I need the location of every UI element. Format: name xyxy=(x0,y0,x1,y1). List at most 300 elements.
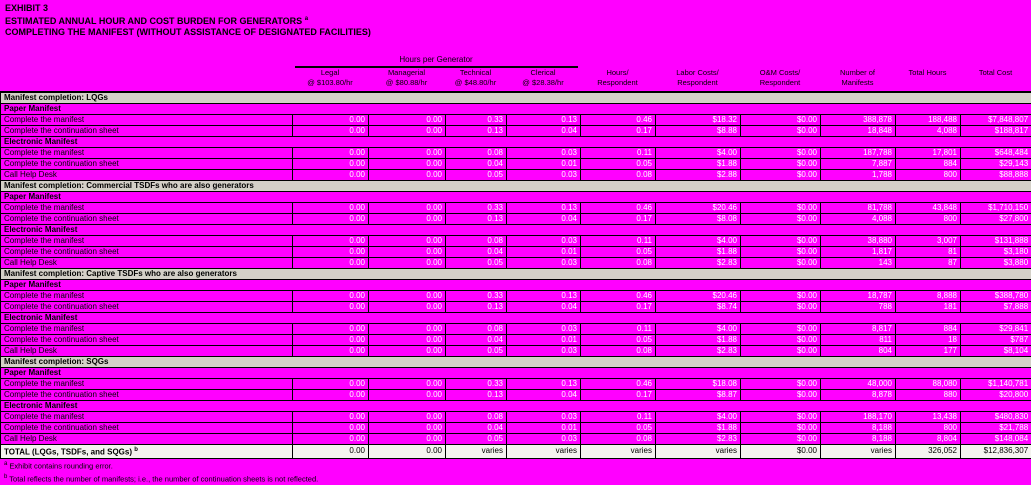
subsection-header: Paper Manifest xyxy=(1,104,1031,115)
cell-total-hours: 181 xyxy=(896,302,961,313)
cell-legal: 0.00 xyxy=(293,291,369,302)
cell-total-cost: $12,836,307 xyxy=(961,445,1031,459)
cell-hours-per-respondent: 0.17 xyxy=(581,302,656,313)
cell-legal: 0.00 xyxy=(293,159,369,170)
row-label: Complete the continuation sheet xyxy=(1,159,293,170)
subsection-header-row xyxy=(1,313,1031,324)
cell-hours-per-respondent: 0.08 xyxy=(581,258,656,269)
row-label: Complete the manifest xyxy=(1,203,293,214)
row-label: Call Help Desk xyxy=(1,434,293,445)
cell-legal: 0.00 xyxy=(293,434,369,445)
cell-clerical: 0.01 xyxy=(507,423,581,434)
title-footnote-marker: a xyxy=(304,16,309,22)
table-row xyxy=(1,324,1031,335)
row-label: Complete the manifest xyxy=(1,412,293,423)
subsection-header: Paper Manifest xyxy=(1,280,1031,291)
cell-legal: 0.00 xyxy=(293,170,369,181)
cell-legal: 0.00 xyxy=(293,412,369,423)
footnote-marker: a xyxy=(4,461,8,467)
cell-legal: 0.00 xyxy=(293,214,369,225)
section-header: Manifest completion: SQGs xyxy=(1,357,1031,368)
cell-legal: 0.00 xyxy=(293,423,369,434)
cell-labor-costs-per-respondent: $2.83 xyxy=(656,434,741,445)
section-header-row xyxy=(1,357,1031,368)
cell-managerial: 0.00 xyxy=(369,335,446,346)
cell-clerical: 0.03 xyxy=(507,236,581,247)
cell-hours-per-respondent: 0.08 xyxy=(581,434,656,445)
subsection-header: Paper Manifest xyxy=(1,368,1031,379)
cell-number-of-manifests: varies xyxy=(821,445,896,459)
cell-technical: 0.13 xyxy=(446,390,507,401)
title-line-2 xyxy=(5,14,371,27)
cell-labor-costs-per-respondent: $18.32 xyxy=(656,115,741,126)
cell-total-cost: $480,830 xyxy=(961,412,1031,423)
cell-labor-costs-per-respondent: $18.08 xyxy=(656,379,741,390)
subsection-header-row xyxy=(1,225,1031,236)
footnote-a xyxy=(4,459,318,472)
cell-hours-per-respondent: 0.05 xyxy=(581,159,656,170)
row-label: Complete the manifest xyxy=(1,291,293,302)
section-header: Manifest completion: Commercial TSDFs who are also generators xyxy=(1,181,1031,192)
column-header-technical: Technical @ $48.80/hr xyxy=(454,68,497,87)
cell-labor-costs-per-respondent: $4.00 xyxy=(656,324,741,335)
row-label: Complete the manifest xyxy=(1,379,293,390)
section-header-row xyxy=(1,269,1031,280)
cell-hours-per-respondent: 0.11 xyxy=(581,148,656,159)
cell-om-costs-per-respondent: $0.00 xyxy=(741,203,821,214)
cell-legal: 0.00 xyxy=(293,115,369,126)
cell-number-of-manifests: 18,848 xyxy=(821,126,896,137)
cell-hours-per-respondent: varies xyxy=(581,445,656,459)
cell-total-cost: $8,104 xyxy=(961,346,1031,357)
cell-total-cost: $787 xyxy=(961,335,1031,346)
subsection-header: Electronic Manifest xyxy=(1,137,1031,148)
cell-om-costs-per-respondent: $0.00 xyxy=(741,335,821,346)
cell-number-of-manifests: 188,170 xyxy=(821,412,896,423)
cell-labor-costs-per-respondent: $20.46 xyxy=(656,203,741,214)
table-row xyxy=(1,346,1031,357)
cell-number-of-manifests: 1,817 xyxy=(821,247,896,258)
table-row xyxy=(1,115,1031,126)
row-label: Complete the manifest xyxy=(1,324,293,335)
section-header-row xyxy=(1,181,1031,192)
cell-om-costs-per-respondent: $0.00 xyxy=(741,258,821,269)
cell-hours-per-respondent: 0.46 xyxy=(581,115,656,126)
column-header-number-of-manifests: Number of Manifests xyxy=(839,68,875,87)
cell-technical: 0.04 xyxy=(446,159,507,170)
table-row xyxy=(1,258,1031,269)
cell-number-of-manifests: 48,000 xyxy=(821,379,896,390)
cell-technical: 0.08 xyxy=(446,412,507,423)
column-header-total-hours: Total Hours xyxy=(908,68,947,77)
cell-labor-costs-per-respondent: $1.88 xyxy=(656,335,741,346)
cell-managerial: 0.00 xyxy=(369,214,446,225)
cell-clerical: 0.01 xyxy=(507,247,581,258)
cell-technical: 0.05 xyxy=(446,434,507,445)
cell-labor-costs-per-respondent: $2.88 xyxy=(656,170,741,181)
cell-legal: 0.00 xyxy=(293,148,369,159)
cell-total-cost: $88,888 xyxy=(961,170,1031,181)
cell-labor-costs-per-respondent: $1.88 xyxy=(656,423,741,434)
cell-labor-costs-per-respondent: $8.88 xyxy=(656,126,741,137)
cell-hours-per-respondent: 0.17 xyxy=(581,126,656,137)
column-header-legal: Legal @ $103.80/hr xyxy=(307,68,353,87)
cell-labor-costs-per-respondent: $4.00 xyxy=(656,148,741,159)
total-row xyxy=(1,445,1031,459)
cell-number-of-manifests: 8,817 xyxy=(821,324,896,335)
footnote-text: Exhibit contains rounding error. xyxy=(7,461,113,471)
cell-clerical: 0.13 xyxy=(507,379,581,390)
cell-total-cost: $148,084 xyxy=(961,434,1031,445)
cell-legal: 0.00 xyxy=(293,390,369,401)
cell-managerial: 0.00 xyxy=(369,247,446,258)
cell-labor-costs-per-respondent: $1.88 xyxy=(656,247,741,258)
table-row xyxy=(1,148,1031,159)
cell-technical: 0.33 xyxy=(446,291,507,302)
cell-total-hours: 884 xyxy=(896,159,961,170)
section-header-row xyxy=(1,92,1031,104)
column-header-total-cost: Total Cost xyxy=(978,68,1013,77)
cell-labor-costs-per-respondent: $2.83 xyxy=(656,258,741,269)
hours-per-generator-header: Hours per Generator xyxy=(399,55,473,64)
cell-hours-per-respondent: 0.17 xyxy=(581,390,656,401)
cell-labor-costs-per-respondent: $8.08 xyxy=(656,214,741,225)
cell-om-costs-per-respondent: $0.00 xyxy=(741,247,821,258)
cell-total-cost: $21,788 xyxy=(961,423,1031,434)
footnote-marker: b xyxy=(4,473,8,480)
cell-managerial: 0.00 xyxy=(369,346,446,357)
cell-legal: 0.00 xyxy=(293,302,369,313)
cell-legal: 0.00 xyxy=(293,335,369,346)
cell-technical: 0.05 xyxy=(446,170,507,181)
cell-clerical: 0.13 xyxy=(507,203,581,214)
cell-legal: 0.00 xyxy=(293,236,369,247)
cell-hours-per-respondent: 0.11 xyxy=(581,412,656,423)
cell-total-hours: 880 xyxy=(896,390,961,401)
cell-legal: 0.00 xyxy=(293,379,369,390)
cell-total-cost: $29,841 xyxy=(961,324,1031,335)
cell-total-cost: $7,848,807 xyxy=(961,115,1031,126)
cell-clerical: 0.04 xyxy=(507,302,581,313)
column-header-labor-costs-per-respondent: Labor Costs/ Respondent xyxy=(676,68,719,87)
exhibit-number: EXHIBIT 3 xyxy=(5,3,49,13)
cell-number-of-manifests: 388,878 xyxy=(821,115,896,126)
cell-total-hours: 4,088 xyxy=(896,126,961,137)
cell-clerical: 0.04 xyxy=(507,126,581,137)
cell-technical: 0.08 xyxy=(446,324,507,335)
cell-technical: 0.13 xyxy=(446,214,507,225)
column-header-hours-per-respondent: Hours/ Respondent xyxy=(597,68,638,87)
cell-legal: 0.00 xyxy=(293,203,369,214)
cell-om-costs-per-respondent: $0.00 xyxy=(741,379,821,390)
cell-clerical: 0.03 xyxy=(507,324,581,335)
cell-number-of-manifests: 1,788 xyxy=(821,170,896,181)
cell-total-hours: 18 xyxy=(896,335,961,346)
cell-number-of-manifests: 8,188 xyxy=(821,423,896,434)
title-block xyxy=(5,3,371,38)
column-header-clerical: Clerical @ $28.38/hr xyxy=(522,68,564,87)
cell-legal: 0.00 xyxy=(293,346,369,357)
cell-managerial: 0.00 xyxy=(369,159,446,170)
cell-total-cost: $7,888 xyxy=(961,302,1031,313)
cell-managerial: 0.00 xyxy=(369,390,446,401)
subsection-header-row xyxy=(1,280,1031,291)
cell-managerial: 0.00 xyxy=(369,148,446,159)
table-row xyxy=(1,170,1031,181)
cell-total-hours: 800 xyxy=(896,423,961,434)
cell-legal: 0.00 xyxy=(293,126,369,137)
column-header-om-costs-per-respondent: O&M Costs/ Respondent xyxy=(759,68,801,87)
cell-number-of-manifests: 143 xyxy=(821,258,896,269)
cell-clerical: 0.03 xyxy=(507,434,581,445)
cell-total-hours: 88,080 xyxy=(896,379,961,390)
cell-technical: 0.33 xyxy=(446,203,507,214)
row-label: Complete the continuation sheet xyxy=(1,126,293,137)
cell-technical: 0.04 xyxy=(446,335,507,346)
cell-hours-per-respondent: 0.08 xyxy=(581,346,656,357)
row-label: Call Help Desk xyxy=(1,170,293,181)
table-row xyxy=(1,291,1031,302)
cell-om-costs-per-respondent: $0.00 xyxy=(741,291,821,302)
cell-managerial: 0.00 xyxy=(369,115,446,126)
section-header: Manifest completion: LQGs xyxy=(1,92,1031,104)
cell-om-costs-per-respondent: $0.00 xyxy=(741,412,821,423)
cell-om-costs-per-respondent: $0.00 xyxy=(741,390,821,401)
cell-total-cost: $188,817 xyxy=(961,126,1031,137)
cell-om-costs-per-respondent: $0.00 xyxy=(741,115,821,126)
subsection-header: Electronic Manifest xyxy=(1,225,1031,236)
cell-managerial: 0.00 xyxy=(369,412,446,423)
cell-total-cost: $27,800 xyxy=(961,214,1031,225)
title-line-3: COMPLETING THE MANIFEST (WITHOUT ASSISTANCE OF DESIGNATED FACILITIES) xyxy=(5,27,371,37)
cell-hours-per-respondent: 0.11 xyxy=(581,236,656,247)
cell-hours-per-respondent: 0.17 xyxy=(581,214,656,225)
cell-clerical: 0.03 xyxy=(507,148,581,159)
cell-clerical: 0.01 xyxy=(507,159,581,170)
cell-managerial: 0.00 xyxy=(369,170,446,181)
footnote-text: Total reflects the number of manifests; i.e., the number of continuation sheets is not reflected. xyxy=(7,474,319,483)
cell-managerial: 0.00 xyxy=(369,236,446,247)
cell-labor-costs-per-respondent: $20.46 xyxy=(656,291,741,302)
cell-technical: 0.04 xyxy=(446,247,507,258)
cell-total-cost: $29,143 xyxy=(961,159,1031,170)
table-row xyxy=(1,302,1031,313)
subsection-header: Electronic Manifest xyxy=(1,401,1031,412)
cell-om-costs-per-respondent: $0.00 xyxy=(741,346,821,357)
cell-technical: varies xyxy=(446,445,507,459)
cell-total-cost: $648,484 xyxy=(961,148,1031,159)
row-label: Complete the continuation sheet xyxy=(1,302,293,313)
cell-clerical: 0.03 xyxy=(507,170,581,181)
cell-number-of-manifests: 788 xyxy=(821,302,896,313)
table-row xyxy=(1,335,1031,346)
cell-clerical: 0.13 xyxy=(507,291,581,302)
row-label: Complete the continuation sheet xyxy=(1,335,293,346)
cell-technical: 0.13 xyxy=(446,302,507,313)
table-row xyxy=(1,236,1031,247)
cell-hours-per-respondent: 0.11 xyxy=(581,324,656,335)
row-label: Complete the continuation sheet xyxy=(1,423,293,434)
cell-managerial: 0.00 xyxy=(369,434,446,445)
cell-labor-costs-per-respondent: $1.88 xyxy=(656,159,741,170)
cell-technical: 0.08 xyxy=(446,236,507,247)
cell-clerical: 0.04 xyxy=(507,214,581,225)
cell-technical: 0.33 xyxy=(446,115,507,126)
row-label: TOTAL (LQGs, TSDFs, and SQGs) $^b$ xyxy=(1,445,293,459)
row-label: Call Help Desk xyxy=(1,346,293,357)
cell-total-hours: 800 xyxy=(896,214,961,225)
cell-labor-costs-per-respondent: $4.00 xyxy=(656,236,741,247)
cell-number-of-manifests: 8,188 xyxy=(821,434,896,445)
cell-om-costs-per-respondent: $0.00 xyxy=(741,159,821,170)
cell-total-cost: $3,180 xyxy=(961,247,1031,258)
burden-table xyxy=(0,91,1031,459)
cell-managerial: 0.00 xyxy=(369,324,446,335)
table-row xyxy=(1,412,1031,423)
cell-labor-costs-per-respondent: varies xyxy=(656,445,741,459)
cell-technical: 0.13 xyxy=(446,126,507,137)
cell-number-of-manifests: 8,878 xyxy=(821,390,896,401)
subsection-header: Paper Manifest xyxy=(1,192,1031,203)
cell-number-of-manifests: 7,887 xyxy=(821,159,896,170)
cell-total-hours: 43,848 xyxy=(896,203,961,214)
subsection-header: Electronic Manifest xyxy=(1,313,1031,324)
cell-total-hours: 884 xyxy=(896,324,961,335)
title-line-2-text: ESTIMATED ANNUAL HOUR AND COST BURDEN FOR GENERATORS xyxy=(5,16,303,26)
footnote-b xyxy=(4,472,318,485)
cell-labor-costs-per-respondent: $8.74 xyxy=(656,302,741,313)
row-label: Complete the continuation sheet xyxy=(1,390,293,401)
cell-total-hours: 188,488 xyxy=(896,115,961,126)
cell-clerical: 0.03 xyxy=(507,346,581,357)
cell-total-hours: 87 xyxy=(896,258,961,269)
column-header-managerial: Managerial @ $80.88/hr xyxy=(385,68,428,87)
row-label: Call Help Desk xyxy=(1,258,293,269)
table-row xyxy=(1,159,1031,170)
cell-clerical: 0.03 xyxy=(507,412,581,423)
cell-om-costs-per-respondent: $0.00 xyxy=(741,126,821,137)
cell-total-hours: 8,804 xyxy=(896,434,961,445)
cell-number-of-manifests: 187,788 xyxy=(821,148,896,159)
cell-om-costs-per-respondent: $0.00 xyxy=(741,148,821,159)
cell-number-of-manifests: 18,787 xyxy=(821,291,896,302)
cell-total-cost: $131,888 xyxy=(961,236,1031,247)
cell-legal: 0.00 xyxy=(293,324,369,335)
cell-technical: 0.05 xyxy=(446,346,507,357)
cell-clerical: 0.01 xyxy=(507,335,581,346)
cell-managerial: 0.00 xyxy=(369,379,446,390)
cell-clerical: varies xyxy=(507,445,581,459)
cell-total-hours: 3,007 xyxy=(896,236,961,247)
total-footnote-marker: b xyxy=(134,447,138,453)
cell-labor-costs-per-respondent: $8.87 xyxy=(656,390,741,401)
cell-clerical: 0.13 xyxy=(507,115,581,126)
cell-labor-costs-per-respondent: $4.00 xyxy=(656,412,741,423)
cell-legal: 0.00 xyxy=(293,445,369,459)
cell-total-cost: $1,140,781 xyxy=(961,379,1031,390)
cell-number-of-manifests: 804 xyxy=(821,346,896,357)
cell-om-costs-per-respondent: $0.00 xyxy=(741,423,821,434)
cell-managerial: 0.00 xyxy=(369,203,446,214)
cell-hours-per-respondent: 0.46 xyxy=(581,203,656,214)
cell-om-costs-per-respondent: $0.00 xyxy=(741,324,821,335)
subsection-header-row xyxy=(1,368,1031,379)
cell-technical: 0.08 xyxy=(446,148,507,159)
cell-total-hours: 13,438 xyxy=(896,412,961,423)
row-label: Complete the manifest xyxy=(1,148,293,159)
cell-clerical: 0.04 xyxy=(507,390,581,401)
cell-om-costs-per-respondent: $0.00 xyxy=(741,214,821,225)
cell-managerial: 0.00 xyxy=(369,126,446,137)
cell-legal: 0.00 xyxy=(293,247,369,258)
cell-clerical: 0.03 xyxy=(507,258,581,269)
cell-technical: 0.33 xyxy=(446,379,507,390)
cell-om-costs-per-respondent: $0.00 xyxy=(741,236,821,247)
table-row xyxy=(1,214,1031,225)
cell-total-cost: $3,880 xyxy=(961,258,1031,269)
table-row xyxy=(1,379,1031,390)
cell-hours-per-respondent: 0.05 xyxy=(581,423,656,434)
cell-total-hours: 81 xyxy=(896,247,961,258)
cell-legal: 0.00 xyxy=(293,258,369,269)
subsection-header-row xyxy=(1,192,1031,203)
row-label: Complete the continuation sheet xyxy=(1,247,293,258)
cell-om-costs-per-respondent: $0.00 xyxy=(741,445,821,459)
cell-total-cost: $20,800 xyxy=(961,390,1031,401)
cell-om-costs-per-respondent: $0.00 xyxy=(741,170,821,181)
cell-hours-per-respondent: 0.05 xyxy=(581,335,656,346)
cell-total-hours: 8,888 xyxy=(896,291,961,302)
cell-managerial: 0.00 xyxy=(369,423,446,434)
cell-total-hours: 177 xyxy=(896,346,961,357)
cell-total-hours: 17,801 xyxy=(896,148,961,159)
footnotes xyxy=(4,459,318,484)
cell-number-of-manifests: 811 xyxy=(821,335,896,346)
cell-managerial: 0.00 xyxy=(369,302,446,313)
cell-technical: 0.04 xyxy=(446,423,507,434)
cell-om-costs-per-respondent: $0.00 xyxy=(741,434,821,445)
cell-managerial: 0.00 xyxy=(369,445,446,459)
subsection-header-row xyxy=(1,137,1031,148)
row-label: Complete the manifest xyxy=(1,115,293,126)
row-label: Complete the manifest xyxy=(1,236,293,247)
cell-total-hours: 800 xyxy=(896,170,961,181)
table-row xyxy=(1,247,1031,258)
cell-number-of-manifests: 81,788 xyxy=(821,203,896,214)
table-row xyxy=(1,423,1031,434)
cell-hours-per-respondent: 0.46 xyxy=(581,291,656,302)
cell-managerial: 0.00 xyxy=(369,291,446,302)
cell-managerial: 0.00 xyxy=(369,258,446,269)
row-label: Complete the continuation sheet xyxy=(1,214,293,225)
cell-total-hours: 326,052 xyxy=(896,445,961,459)
cell-hours-per-respondent: 0.08 xyxy=(581,170,656,181)
cell-number-of-manifests: 4,088 xyxy=(821,214,896,225)
table-row xyxy=(1,390,1031,401)
subsection-header-row xyxy=(1,104,1031,115)
cell-total-cost: $388,780 xyxy=(961,291,1031,302)
cell-number-of-manifests: 38,880 xyxy=(821,236,896,247)
cell-technical: 0.05 xyxy=(446,258,507,269)
cell-hours-per-respondent: 0.05 xyxy=(581,247,656,258)
cell-hours-per-respondent: 0.46 xyxy=(581,379,656,390)
table-row xyxy=(1,434,1031,445)
cell-total-cost: $1,710,150 xyxy=(961,203,1031,214)
subsection-header-row xyxy=(1,401,1031,412)
cell-om-costs-per-respondent: $0.00 xyxy=(741,302,821,313)
cell-labor-costs-per-respondent: $2.83 xyxy=(656,346,741,357)
table-row xyxy=(1,126,1031,137)
